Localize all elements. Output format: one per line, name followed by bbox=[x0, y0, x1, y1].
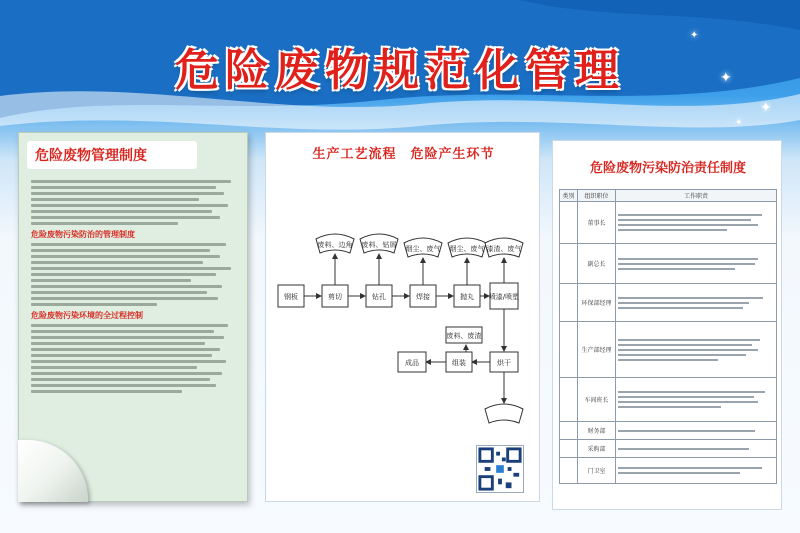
waste-tag bbox=[404, 238, 442, 257]
flow-node bbox=[489, 283, 519, 309]
node-label: 剪切 bbox=[328, 293, 342, 301]
table-header: 组织职位 bbox=[578, 190, 616, 202]
role-cell: 副总长 bbox=[578, 244, 616, 284]
table-header-row bbox=[560, 190, 777, 202]
section-title: 危险废物污染环境的全过程控制 bbox=[31, 311, 143, 320]
responsibility-table bbox=[559, 189, 777, 484]
table-row bbox=[560, 244, 777, 284]
poster-title: 危险废物规范化管理 bbox=[175, 45, 625, 96]
flow-node bbox=[322, 285, 348, 307]
flow-node bbox=[410, 285, 436, 307]
node-label: 焊接 bbox=[416, 293, 430, 301]
svg-text:废料、边角: 废料、边角 bbox=[317, 241, 353, 249]
sparkle-icon: ✦ bbox=[735, 118, 743, 128]
role-cell: 门卫室 bbox=[578, 458, 616, 484]
role-cell: 环保部经理 bbox=[578, 284, 616, 322]
table-header: 工作职责 bbox=[616, 190, 777, 202]
table-row bbox=[560, 440, 777, 458]
role-cell: 车间班长 bbox=[578, 378, 616, 422]
flow-node bbox=[366, 285, 392, 307]
role-cell: 采购部 bbox=[578, 440, 616, 458]
svg-text:烟尘、废气: 烟尘、废气 bbox=[405, 245, 441, 253]
right-heading: 危险废物污染防治责任制度 bbox=[589, 161, 746, 176]
process-flow-panel bbox=[265, 132, 540, 502]
role-cell: 董事长 bbox=[578, 202, 616, 244]
responsibility-panel bbox=[552, 140, 782, 510]
waste-tag bbox=[448, 238, 486, 257]
qr-code bbox=[476, 445, 524, 493]
svg-text:漆渣、废气: 漆渣、废气 bbox=[486, 245, 522, 253]
flow-node bbox=[490, 352, 518, 372]
table-row bbox=[560, 378, 777, 422]
node-label: 钻孔 bbox=[372, 293, 386, 301]
sparkle-icon: ✦ bbox=[760, 100, 772, 116]
table-row bbox=[560, 202, 777, 244]
left-heading: 危险废物管理制度 bbox=[35, 148, 147, 164]
flow-node bbox=[398, 352, 426, 372]
middle-heading: 生产工艺流程 危险产生环节 bbox=[312, 147, 495, 162]
table-row bbox=[560, 322, 777, 378]
svg-text:废料、钻屑: 废料、钻屑 bbox=[361, 241, 397, 249]
table-row bbox=[560, 422, 777, 440]
left-heading-box bbox=[27, 141, 197, 169]
waste-tag bbox=[446, 327, 482, 343]
node-label: 喷漆/喷塑 bbox=[488, 293, 520, 301]
section-title: 危险废物污染防治的管理制度 bbox=[31, 230, 135, 239]
svg-text:废料、废渣: 废料、废渣 bbox=[446, 332, 482, 340]
sparkle-icon: ✦ bbox=[720, 70, 732, 86]
node-label: 组装 bbox=[452, 359, 466, 367]
left-body-text bbox=[31, 177, 241, 396]
table-row bbox=[560, 284, 777, 322]
role-cell: 生产部经理 bbox=[578, 322, 616, 378]
node-label: 烘干 bbox=[497, 359, 511, 367]
flow-node bbox=[446, 352, 472, 372]
table-row bbox=[560, 458, 777, 484]
node-label: 抛丸 bbox=[460, 293, 474, 301]
flow-node bbox=[454, 285, 480, 307]
waste-tag bbox=[316, 234, 354, 253]
flow-node bbox=[278, 285, 304, 307]
svg-text:烟尘、废气: 烟尘、废气 bbox=[449, 245, 485, 253]
table-header: 类别 bbox=[560, 190, 578, 202]
node-label: 成品 bbox=[405, 359, 419, 367]
sparkle-icon: ✦ bbox=[690, 30, 699, 41]
role-cell: 财务部 bbox=[578, 422, 616, 440]
node-label: 钢板 bbox=[284, 293, 298, 301]
waste-tag bbox=[485, 404, 523, 423]
waste-tag bbox=[360, 234, 398, 253]
waste-tag bbox=[485, 238, 523, 257]
